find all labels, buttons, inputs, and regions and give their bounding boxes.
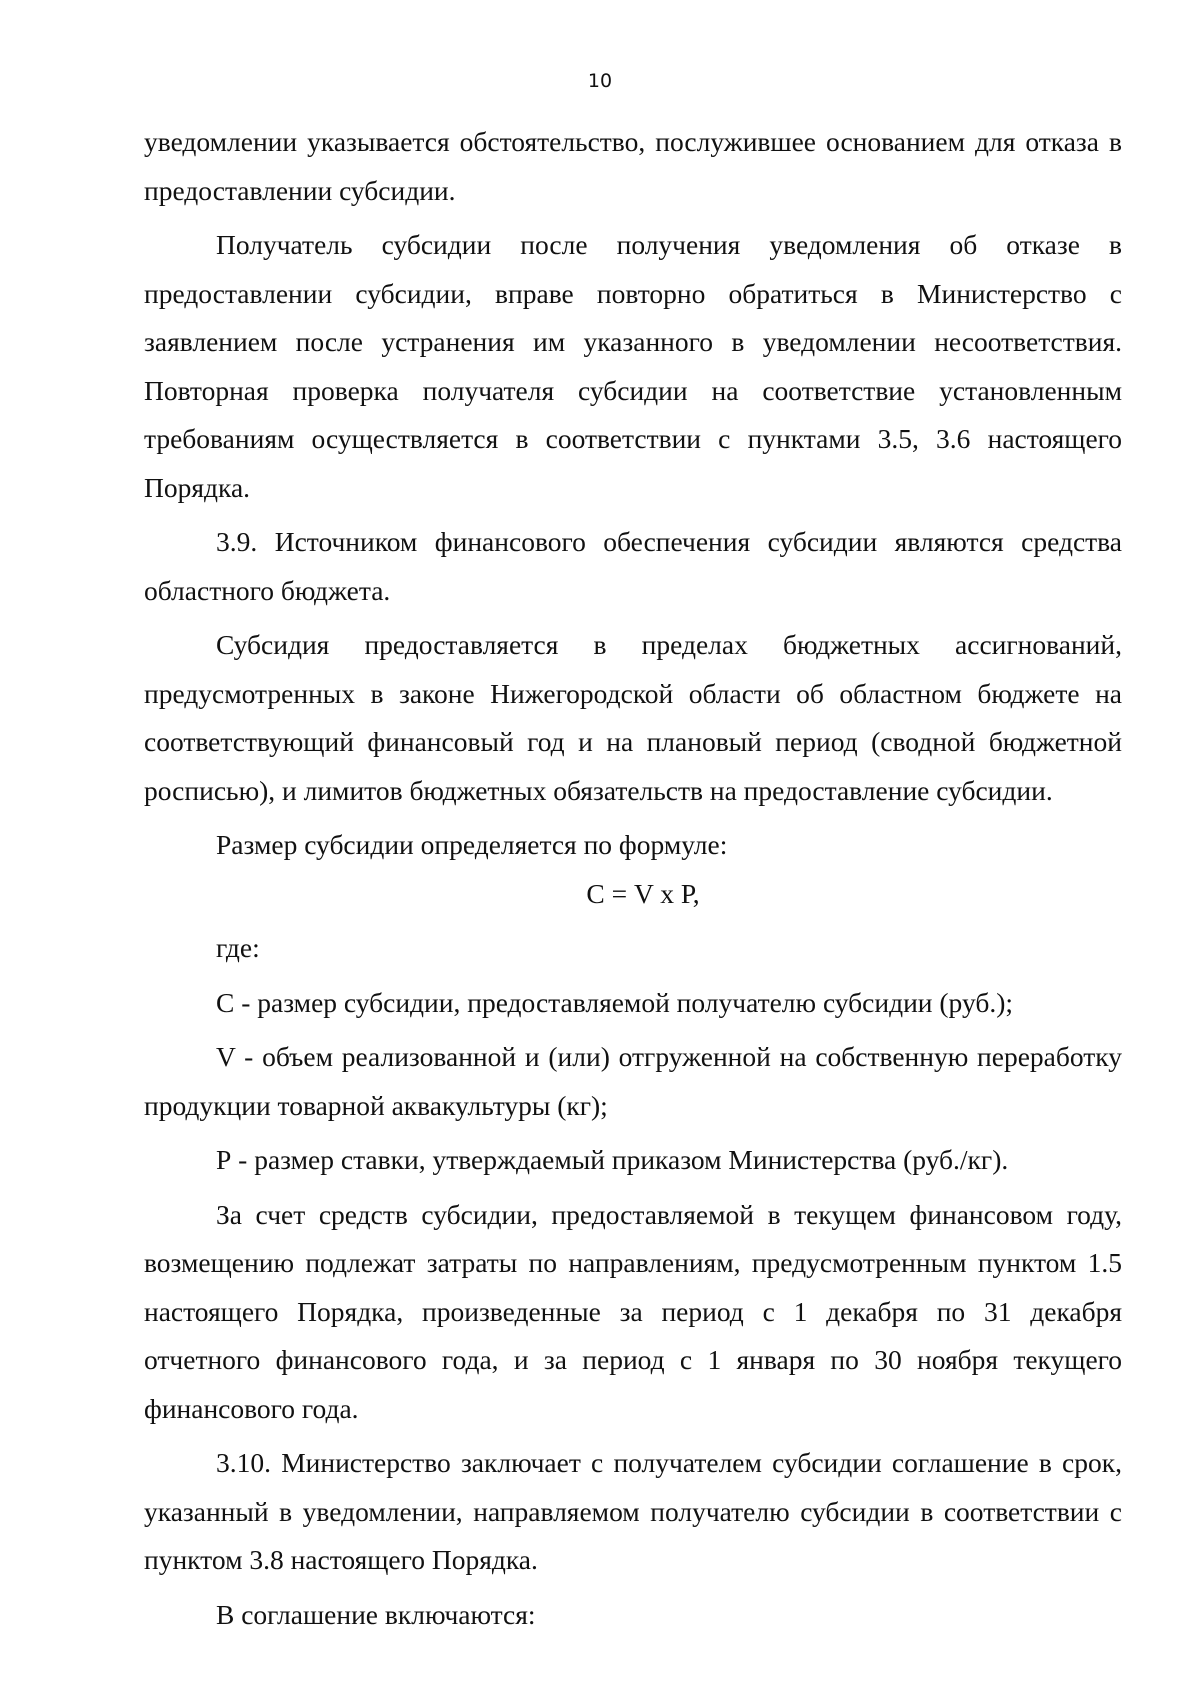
paragraph-budget-limits: Субсидия предоставляется в пределах бюджетных ассигнований, предусмотренных в законе Нижегородской области об областном бюджете на соответствующий финансовый год и на плановый период (сводной бюджетной росписью), и лимитов бюджетных обязательств на предоставление субсидии. <box>144 629 1122 806</box>
paragraph-agreement-includes: В соглашение включаются: <box>216 1598 536 1630</box>
paragraph-reimbursement-period: За счет средств субсидии, предоставляемой в текущем финансовом году, возмещению подлежат затраты по направлениям, предусмотренным пунктом 1.5 настоящего Порядка, произведенные за период с 1 декабря по 31 декабря отчетного финансового года, и за период с 1 января по 30 ноября текущего финансового года. <box>144 1198 1122 1424</box>
paragraph-3-10-agreement: 3.10. Министерство заключает с получателем субсидии соглашение в срок, указанный в уведомлении, направляемом получателю субсидии в соответствии с пунктом 3.8 настоящего Порядка. <box>144 1447 1122 1575</box>
subsidy-formula: С = V х Р, <box>586 877 700 909</box>
paragraph-3-9-funding-source: 3.9. Источником финансового обеспечения субсидии являются средства областного бюджета. <box>144 526 1122 606</box>
paragraph-definition-c: С - размер субсидии, предоставляемой получателю субсидии (руб.); <box>216 986 1013 1018</box>
paragraph-definition-v: V - объем реализованной и (или) отгруженной на собственную переработку продукции товарной аквакультуры (кг); <box>144 1041 1122 1121</box>
paragraph-formula-intro: Размер субсидии определяется по формуле: <box>216 829 728 860</box>
paragraph-reapplication: Получатель субсидии после получения уведомления об отказе в предоставлении субсидии, вправе повторно обратиться в Министерство с заявлением после устранения им указанного в уведомлении несоответствия. Повторная проверка получателя субсидии на соответствие установленным требованиям осуществляется в соответствии с пунктами 3.5, 3.6 настоящего Порядка. <box>144 229 1122 503</box>
paragraph-where: где: <box>216 932 260 963</box>
page-number: 10 <box>587 70 613 92</box>
document-body <box>144 118 1122 1639</box>
paragraph-refusal-notice-end: уведомлении указывается обстоятельство, послужившее основанием для отказа в предоставлении субсидии. <box>144 126 1122 206</box>
paragraph-definition-p: Р - размер ставки, утверждаемый приказом Министерства (руб./кг). <box>216 1144 1009 1175</box>
